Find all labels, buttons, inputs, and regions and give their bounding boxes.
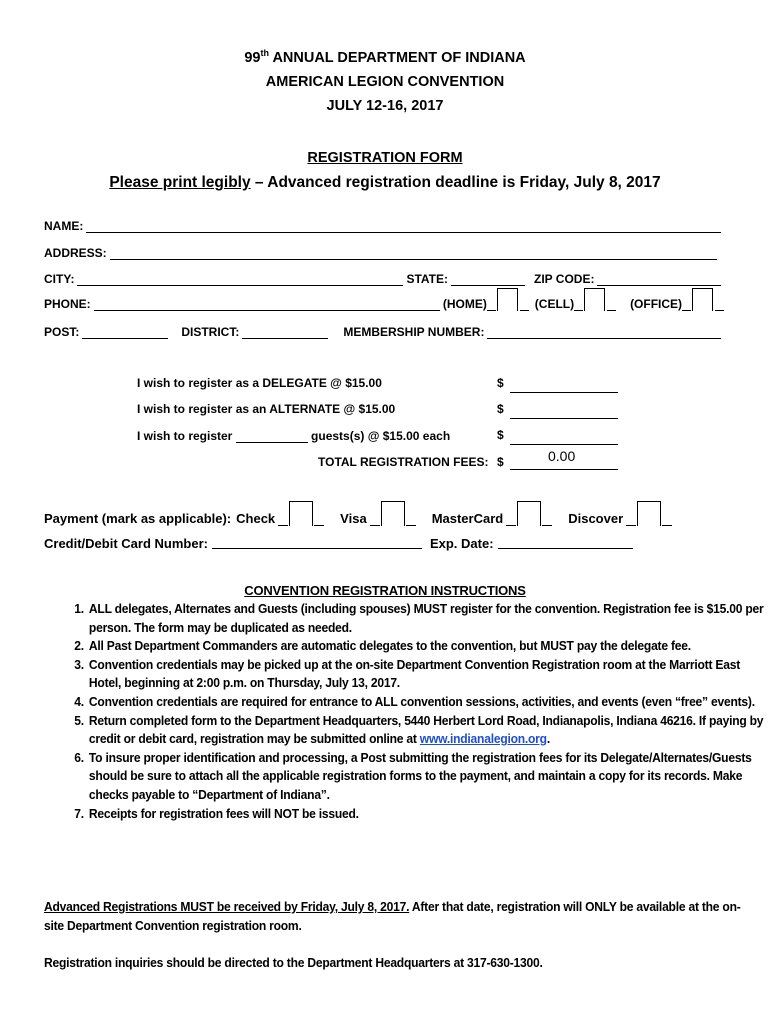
instruction-item: 1. ALL delegates, Alternates and Guests (including spouses) MUST register for the convention. Registration fee is $15.00 per person. The form may be duplicated as needed. xyxy=(87,600,766,637)
discover-underline xyxy=(626,525,636,526)
address-field[interactable] xyxy=(110,245,717,260)
cell-box-underline-right xyxy=(607,309,616,311)
home-box-underline-right xyxy=(520,309,529,311)
deadline-note: – Advanced registration deadline is Friday, July 8, 2017 xyxy=(250,174,661,191)
city-row xyxy=(44,269,724,289)
phone-row xyxy=(44,294,724,314)
post-field[interactable] xyxy=(82,324,168,339)
total-currency: $ xyxy=(497,455,504,469)
address-row xyxy=(44,243,720,263)
instruction-item: 6. To insure proper identification and processing, a Post submitting the registration fees for its Delegate/Alternates/Guests should be sure to attach all the applicable registration forms to the payment, and maintain a copy for its records. Make checks payable to “Department of Indiana”. xyxy=(87,749,766,805)
inquiries-note: Registration inquiries should be directed to the Department Headquarters at 317-630-1300. xyxy=(44,955,543,970)
edition-number: 99 xyxy=(244,50,261,66)
advanced-note-rest: After that date, registration will ONLY be available at the on-site Department Convention registration room. xyxy=(44,899,741,933)
convention-dates: JULY 12-16, 2017 xyxy=(326,98,444,114)
alternate-currency: $ xyxy=(497,402,504,416)
discover-underline-right xyxy=(662,525,672,526)
home-checkbox[interactable] xyxy=(497,288,518,311)
guest-fee-label-pre: I wish to register xyxy=(137,429,233,443)
city-field[interactable] xyxy=(77,271,403,286)
instruction-item: 4. Convention credentials are required for entrance to ALL convention sessions, activities, and events (even “free” events). xyxy=(87,693,766,712)
instructions-list xyxy=(48,600,766,823)
phone-field[interactable] xyxy=(94,296,440,311)
check-label: Check xyxy=(236,511,276,526)
instruction-item: 3. Convention credentials may be picked up at the on-site Department Convention Registration room at the Marriott East Hotel, beginning at 2:00 p.m. on Thursday, July 13, 2017. xyxy=(87,656,766,693)
zip-field[interactable] xyxy=(597,271,721,286)
mastercard-underline-right xyxy=(542,525,552,526)
visa-label: Visa xyxy=(340,511,367,526)
cell-box-underline xyxy=(574,309,583,311)
card-number-field[interactable] xyxy=(212,534,422,549)
district-label: DISTRICT: xyxy=(181,325,240,339)
state-label: STATE: xyxy=(406,272,449,286)
name-label: NAME: xyxy=(44,219,84,233)
visa-checkbox[interactable] xyxy=(381,501,405,526)
convention-title-rest: ANNUAL DEPARTMENT OF INDIANA xyxy=(272,50,526,66)
alternate-amount-field[interactable] xyxy=(510,402,618,419)
home-label: (HOME) xyxy=(442,297,487,311)
membership-label: MEMBERSHIP NUMBER: xyxy=(343,325,485,339)
post-label: POST: xyxy=(44,325,80,339)
payment-label: Payment (mark as applicable): xyxy=(44,511,232,526)
state-field[interactable] xyxy=(451,271,525,286)
guest-amount-field[interactable] xyxy=(510,428,618,445)
district-field[interactable] xyxy=(242,324,328,339)
visa-underline xyxy=(370,525,380,526)
office-box-underline xyxy=(682,309,691,311)
cell-checkbox[interactable] xyxy=(584,288,605,311)
card-row xyxy=(44,534,633,551)
instruction-item-5-end: . xyxy=(546,731,550,747)
discover-checkbox[interactable] xyxy=(637,501,661,526)
advanced-registration-note xyxy=(44,898,751,935)
city-label: CITY: xyxy=(44,272,75,286)
exp-date-label: Exp. Date: xyxy=(429,536,494,551)
mastercard-label: MasterCard xyxy=(431,511,504,526)
instruction-item-5-text: Return completed form to the Department Headquarters, 5440 Herbert Lord Road, Indianapolis, Indiana 46216. If paying by credit or debit card, registration may be submitted online at xyxy=(88,712,764,747)
office-box-underline-right xyxy=(715,309,724,311)
check-underline xyxy=(278,525,288,526)
total-fees-label: TOTAL REGISTRATION FEES: xyxy=(318,455,489,469)
guest-currency: $ xyxy=(497,428,504,442)
payment-row xyxy=(44,500,672,526)
delegate-fee-label: I wish to register as a DELEGATE @ $15.00 xyxy=(137,376,382,390)
phone-label: PHONE: xyxy=(44,297,91,311)
guest-fee-label-post: guests(s) @ $15.00 each xyxy=(311,429,451,443)
instructions-title: CONVENTION REGISTRATION INSTRUCTIONS xyxy=(244,583,526,598)
discover-label: Discover xyxy=(568,511,624,526)
mastercard-checkbox[interactable] xyxy=(517,501,541,526)
office-checkbox[interactable] xyxy=(692,288,713,311)
card-number-label: Credit/Debit Card Number: xyxy=(44,536,208,551)
website-link[interactable]: www.indianalegion.org xyxy=(419,731,547,747)
edition-suffix: th xyxy=(260,48,269,59)
delegate-currency: $ xyxy=(497,376,504,390)
form-title: REGISTRATION FORM xyxy=(307,150,463,166)
exp-date-field[interactable] xyxy=(498,534,633,549)
delegate-amount-field[interactable] xyxy=(510,376,618,393)
membership-field[interactable] xyxy=(487,324,721,339)
total-amount-value: 0.00 xyxy=(548,448,576,464)
office-label: (OFFICE) xyxy=(630,297,683,311)
zip-label: ZIP CODE: xyxy=(534,272,595,286)
instruction-item xyxy=(87,712,766,749)
convention-subtitle: AMERICAN LEGION CONVENTION xyxy=(265,74,505,90)
instruction-item: 7. Receipts for registration fees will NOT be issued. xyxy=(87,805,766,824)
alternate-fee-label: I wish to register as an ALTERNATE @ $15.00 xyxy=(137,402,396,416)
visa-underline-right xyxy=(406,525,416,526)
advanced-deadline: Advanced Registrations MUST be received by Friday, July 8, 2017. xyxy=(44,899,410,914)
post-row xyxy=(44,322,724,342)
convention-title xyxy=(0,46,770,70)
form-subtitle xyxy=(0,171,770,195)
address-label: ADDRESS: xyxy=(44,246,107,260)
name-field[interactable] xyxy=(86,218,721,233)
instruction-item: 2. All Past Department Commanders are automatic delegates to the convention, but MUST pay the delegate fee. xyxy=(87,637,766,656)
mastercard-underline xyxy=(506,525,516,526)
print-legibly-note: Please print legibly xyxy=(109,174,251,191)
guest-count-field[interactable] xyxy=(236,428,308,443)
name-row xyxy=(44,216,724,236)
home-box-underline xyxy=(487,309,496,311)
check-underline-right xyxy=(314,525,324,526)
check-checkbox[interactable] xyxy=(289,501,313,526)
cell-label: (CELL) xyxy=(534,297,575,311)
guest-fee-row xyxy=(137,428,450,443)
